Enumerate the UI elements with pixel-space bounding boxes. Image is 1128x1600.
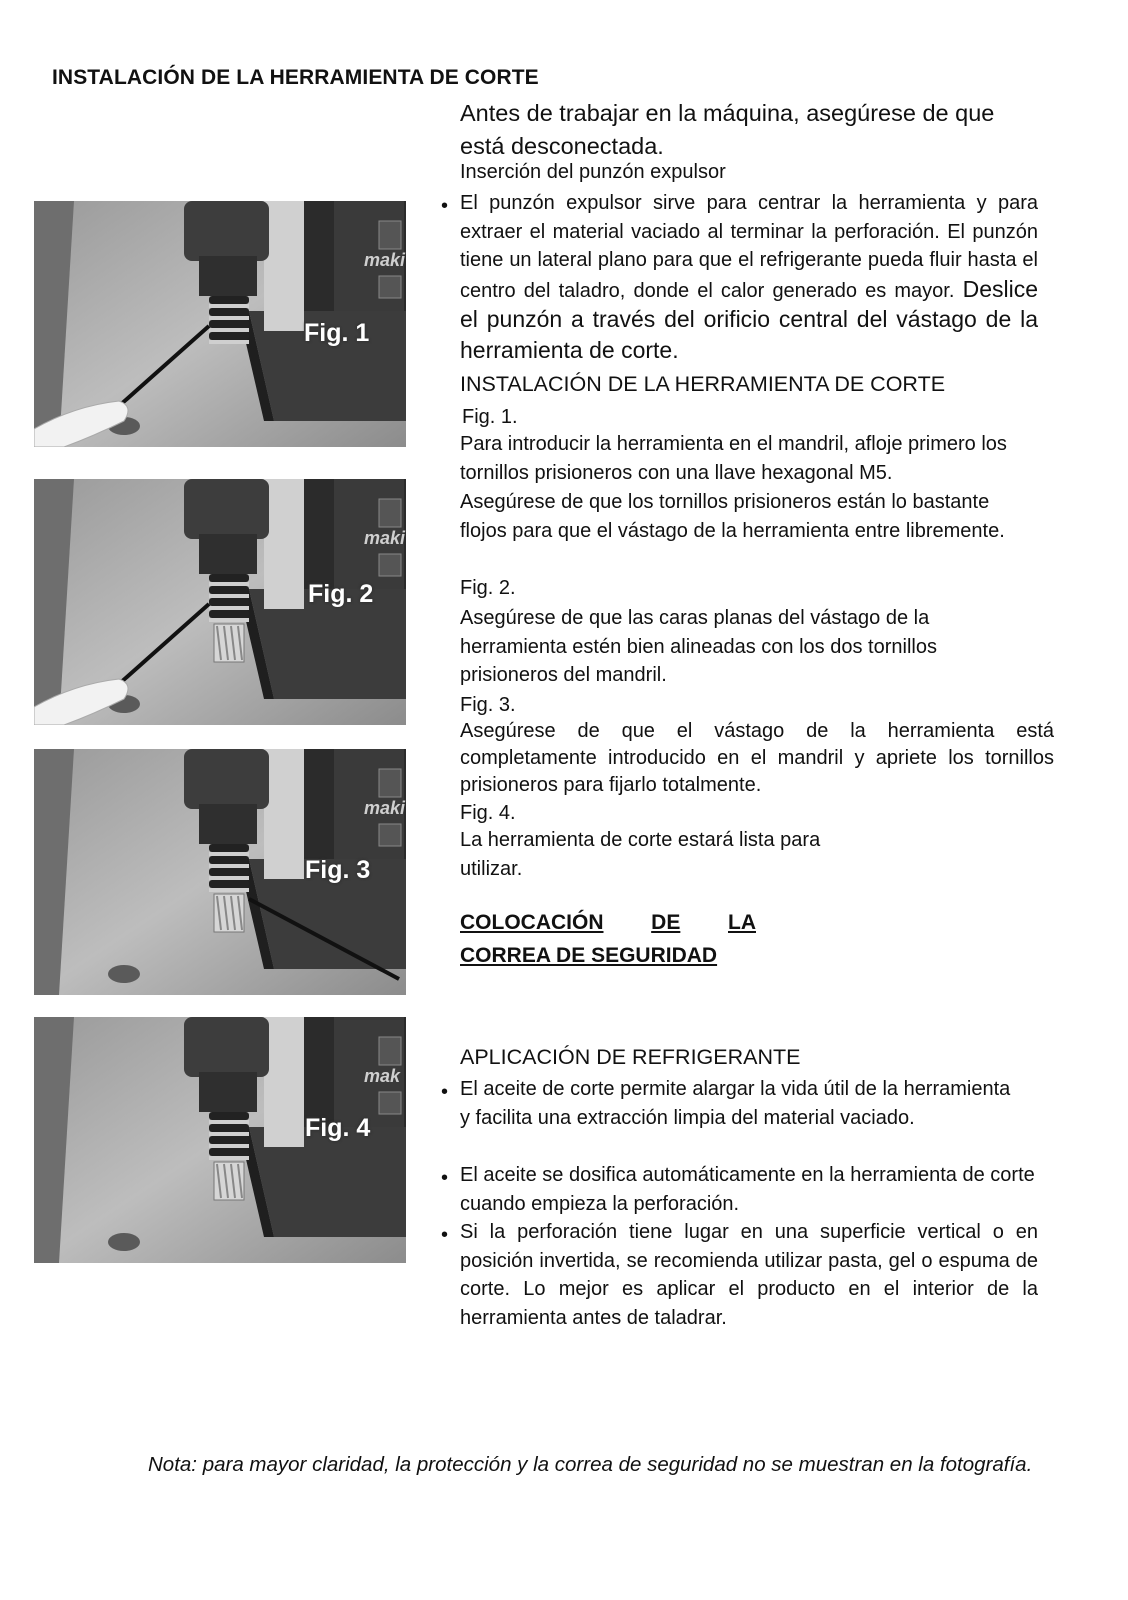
strap-heading-line2: CORREA DE SEGURIDAD	[460, 944, 718, 967]
chuck-ring	[209, 586, 249, 594]
column	[264, 479, 304, 609]
chuck-gap	[209, 340, 249, 344]
switch	[379, 1092, 401, 1114]
fig2-ref: Fig. 2.	[460, 577, 516, 599]
chuck-ring	[209, 844, 249, 852]
install-heading: INSTALACIÓN DE LA HERRAMIENTA DE CORTE	[460, 372, 946, 396]
switch	[379, 554, 401, 576]
coolant-bullet-2	[460, 1161, 1050, 1218]
coolant-text-2: El aceite se dosifica automáticamente en la herramienta de corte cuando empieza la perforación.	[460, 1164, 1035, 1215]
chuck-gap	[209, 876, 249, 880]
chuck-gap	[209, 888, 249, 892]
brand-logo: maki	[364, 798, 406, 818]
figure-label: Fig. 2	[308, 580, 374, 608]
fig2-text: Asegúrese de que las caras planas del vástago de la herramienta estén bien alineadas con los dos tornillos prisioneros del mandril.	[460, 607, 937, 687]
figure-photo-3	[34, 749, 406, 995]
chuck-ring	[209, 574, 249, 582]
chuck-ring	[209, 308, 249, 316]
chuck-gap	[209, 1120, 249, 1124]
brand-logo: maki	[364, 250, 406, 270]
ejector-heading: Inserción del punzón expulsor	[460, 161, 726, 183]
strap-word-3: LA	[728, 911, 756, 934]
chuck-gap	[209, 606, 249, 610]
figure-photo-1	[34, 201, 406, 447]
chuck-ring	[209, 296, 249, 304]
footnote: Nota: para mayor claridad, la protección y la correa de seguridad no se muestran en la fotografía.	[148, 1453, 1033, 1476]
chuck-gap	[209, 1144, 249, 1148]
chuck-top	[199, 534, 257, 574]
chuck-gap	[209, 328, 249, 332]
chuck-gap	[209, 316, 249, 320]
chuck-gap	[209, 864, 249, 868]
brand-logo: mak	[364, 1066, 401, 1086]
fig4-text: La herramienta de corte estará lista para utilizar.	[460, 829, 821, 880]
fig3-text: Asegúrese de que el vástago de la herramienta está completamente introducido en el mandril y apriete los tornillos prisioneros para fijarlo totalmente.	[460, 720, 1054, 796]
strap-heading-line1	[460, 906, 756, 939]
fig1-text-a: Para introducir la herramienta en el mandril, afloje primero los tornillos prisioneros con una llave hexagonal M5.	[460, 433, 1007, 484]
ejector-text-large: Deslice el punzón a través del orificio central del vástago de la herramienta de corte.	[460, 275, 1038, 363]
page-title: INSTALACIÓN DE LA HERRAMIENTA DE CORTE	[52, 66, 539, 89]
figure-label: Fig. 1	[304, 319, 370, 347]
strap-word-2: DE	[651, 911, 681, 934]
figure-label: Fig. 4	[305, 1114, 371, 1142]
chuck-ring	[209, 856, 249, 864]
coolant-text-3: Si la perforación tiene lugar en una superficie vertical o en posición invertida, se recomienda utilizar pasta, gel o espuma de corte. Lo mejor es aplicar el producto en el interior de la herramienta antes de taladrar.	[460, 1221, 1038, 1329]
intro-text: Antes de trabajar en la máquina, asegúrese de que está desconectada.	[460, 100, 995, 159]
figure-photo-4	[34, 1017, 406, 1263]
chuck-top	[199, 804, 257, 844]
chuck-ring	[209, 880, 249, 888]
fig1-text-b: Asegúrese de que los tornillos prisioneros están lo bastante flojos para que el vástago de la herramienta entre libremente.	[460, 491, 1005, 542]
chuck-ring	[209, 1148, 249, 1156]
coolant-bullet-1	[460, 1075, 1020, 1132]
fig1-ref: Fig. 1.	[462, 406, 518, 428]
switch	[379, 276, 401, 298]
chuck-ring	[209, 1136, 249, 1144]
coolant-heading: APLICACIÓN DE REFRIGERANTE	[460, 1045, 801, 1069]
chuck-top	[199, 1072, 257, 1112]
motor-head	[184, 201, 269, 261]
chuck-gap	[209, 618, 249, 622]
chuck-ring	[209, 598, 249, 606]
table-hole	[108, 1233, 140, 1251]
chuck-gap	[209, 852, 249, 856]
chuck-ring	[209, 868, 249, 876]
switch	[379, 824, 401, 846]
chuck-ring	[209, 1112, 249, 1120]
chuck-ring	[209, 320, 249, 328]
chuck-top	[199, 256, 257, 296]
figure-photo-2	[34, 479, 406, 725]
chuck-gap	[209, 582, 249, 586]
ejector-text: El punzón expulsor sirve para centrar la herramienta y para extraer el material vaciado al terminar la perforación. El punzón tiene un lateral plano para que el refrigerante pueda fluir hasta el centro del taladro, donde el calor generado es mayor.	[460, 192, 1038, 302]
figure-label: Fig. 3	[305, 856, 371, 884]
chuck-gap	[209, 1156, 249, 1160]
brand-logo: maki	[364, 528, 406, 548]
strap-word-1: COLOCACIÓN	[460, 911, 604, 934]
chuck-ring	[209, 332, 249, 340]
switch	[379, 1037, 401, 1065]
chuck-ring	[209, 610, 249, 618]
fig4-ref: Fig. 4.	[460, 802, 516, 824]
table-hole	[108, 965, 140, 983]
chuck-gap	[209, 1132, 249, 1136]
strap-heading	[460, 906, 756, 972]
coolant-text-1: El aceite de corte permite alargar la vida útil de la herramienta y facilita una extracción limpia del material vaciado.	[460, 1078, 1011, 1129]
fig3-ref: Fig. 3.	[460, 694, 516, 716]
switch	[379, 221, 401, 249]
chuck-ring	[209, 1124, 249, 1132]
switch	[379, 769, 401, 797]
switch	[379, 499, 401, 527]
motor-head	[184, 749, 269, 809]
ejector-paragraph	[460, 189, 1038, 367]
chuck-gap	[209, 304, 249, 308]
motor-head	[184, 479, 269, 539]
coolant-bullet-3	[460, 1218, 1038, 1332]
motor-head	[184, 1017, 269, 1077]
column	[264, 749, 304, 879]
column	[264, 201, 304, 331]
chuck-gap	[209, 594, 249, 598]
column	[264, 1017, 304, 1147]
